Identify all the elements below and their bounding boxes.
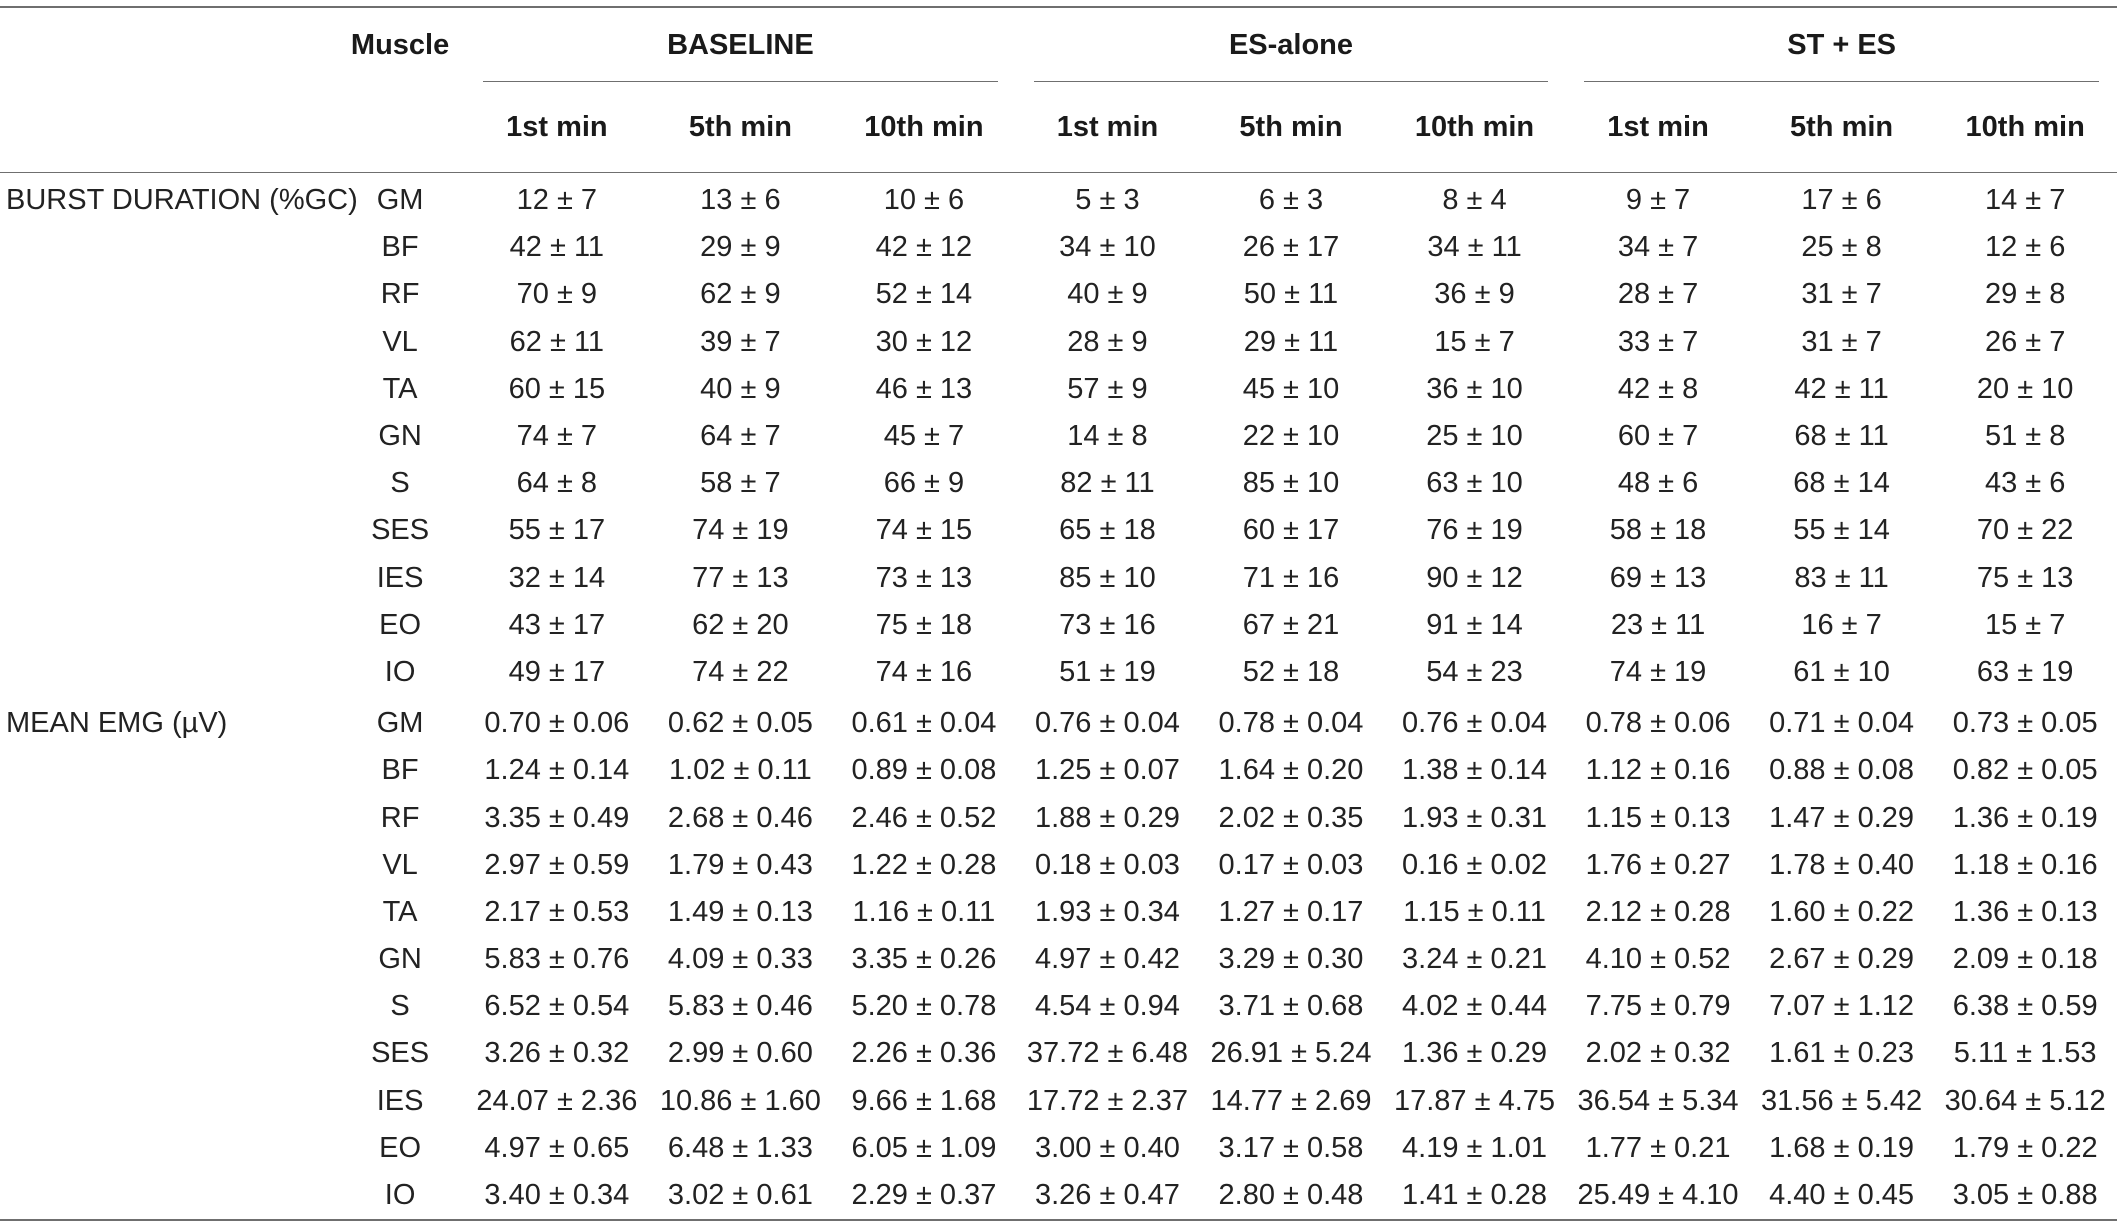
value-cell: 16 ± 7: [1801, 608, 1882, 641]
value-cell: 74 ± 22: [692, 655, 789, 688]
value-cell: 6.48 ± 1.33: [667, 1131, 813, 1164]
value-cell: 66 ± 9: [883, 467, 965, 500]
muscle-cell: EO: [379, 1131, 422, 1164]
value-cell: 1.41 ± 0.28: [1383, 1172, 1567, 1220]
value-cell: 42 ± 11: [1794, 372, 1889, 405]
table-row: [0, 319, 2117, 366]
emg-table: [0, 6, 2117, 1221]
muscle-cell: RF: [380, 278, 420, 311]
value-cell: 40 ± 9: [700, 372, 781, 405]
value-cell: 34 ± 11: [1427, 231, 1522, 264]
muscle-cell: IO: [384, 655, 416, 688]
value-cell: 64 ± 7: [700, 420, 781, 453]
value-cell: 5 ± 3: [1075, 184, 1140, 217]
value-cell: 55 ± 17: [508, 514, 606, 547]
value-cell: 34 ± 10: [1059, 231, 1156, 264]
value-cell: 5.83 ± 0.46: [667, 990, 813, 1023]
value-cell: 2.12 ± 0.28: [1585, 895, 1731, 928]
value-cell: 58 ± 7: [700, 467, 781, 500]
value-cell: 3.71 ± 0.68: [1218, 990, 1364, 1023]
value-cell: 60 ± 17: [1242, 514, 1340, 547]
value-cell: 20 ± 10: [1976, 372, 2074, 405]
value-cell: 70 ± 9: [516, 278, 598, 311]
muscle-cell: IES: [376, 561, 424, 594]
value-cell: 85 ± 10: [1242, 467, 1340, 500]
value-cell: 63 ± 10: [1426, 467, 1523, 500]
value-cell: 31 ± 7: [1801, 278, 1882, 311]
value-cell: 71 ± 16: [1242, 561, 1340, 594]
value-cell: 3.35 ± 0.26: [851, 943, 997, 976]
value-cell: 3.40 ± 0.34: [465, 1172, 649, 1220]
table-row: [0, 224, 2117, 271]
value-cell: 25 ± 8: [1801, 231, 1882, 264]
value-cell: 68 ± 11: [1794, 420, 1889, 453]
header-time: 1st min: [1016, 82, 1200, 173]
muscle-cell: VL: [382, 848, 418, 881]
value-cell: 1.18 ± 0.16: [1952, 848, 2098, 881]
value-cell: 29 ± 11: [1243, 325, 1339, 358]
muscle-cell: S: [390, 467, 410, 500]
value-cell: 0.17 ± 0.03: [1218, 848, 1364, 881]
value-cell: 36.54 ± 5.34: [1577, 1084, 1739, 1117]
value-cell: 52 ± 18: [1242, 655, 1340, 688]
table-row: [0, 413, 2117, 460]
header-group-st-es: ST + ES: [1566, 8, 2117, 82]
section-label-empty: [0, 319, 335, 366]
value-cell: 1.38 ± 0.14: [1402, 754, 1547, 787]
value-cell: 5.11 ± 1.53: [1953, 1037, 2097, 1070]
value-cell: 83 ± 11: [1794, 561, 1889, 594]
value-cell: 51 ± 19: [1059, 655, 1156, 688]
value-cell: 1.25 ± 0.07: [1034, 754, 1180, 787]
section-label-empty: [0, 507, 335, 554]
value-cell: 0.71 ± 0.04: [1769, 707, 1915, 740]
muscle-cell: S: [390, 990, 410, 1023]
value-cell: 55 ± 14: [1793, 514, 1890, 547]
value-cell: 5.20 ± 0.78: [851, 990, 997, 1023]
value-cell: 1.24 ± 0.14: [484, 754, 630, 787]
value-cell: 2.17 ± 0.53: [484, 895, 630, 928]
value-cell: 25.49 ± 4.10: [1566, 1172, 1750, 1220]
value-cell: 42 ± 8: [1617, 372, 1699, 405]
value-cell: 32 ± 14: [508, 561, 606, 594]
value-cell: 1.16 ± 0.11: [852, 895, 996, 928]
value-cell: 0.82 ± 0.05: [1952, 754, 2098, 787]
value-cell: 10 ± 6: [883, 184, 965, 217]
value-cell: 2.02 ± 0.35: [1218, 801, 1364, 834]
value-cell: 60 ± 7: [1617, 420, 1699, 453]
value-cell: 4.02 ± 0.44: [1402, 990, 1547, 1023]
value-cell: 51 ± 8: [1984, 420, 2066, 453]
value-cell: 15 ± 7: [1984, 608, 2066, 641]
value-cell: 1.12 ± 0.16: [1585, 754, 1731, 787]
table-row: [0, 173, 2117, 225]
muscle-cell: RF: [380, 801, 420, 834]
value-cell: 37.72 ± 6.48: [1026, 1037, 1188, 1070]
value-cell: 48 ± 6: [1617, 467, 1699, 500]
value-cell: 15 ± 7: [1434, 325, 1515, 358]
value-cell: 10.86 ± 1.60: [659, 1084, 821, 1117]
value-cell: 39 ± 7: [700, 325, 781, 358]
value-cell: 0.61 ± 0.04: [851, 707, 997, 740]
value-cell: 46 ± 13: [875, 372, 973, 405]
value-cell: 4.40 ± 0.45: [1750, 1172, 1934, 1220]
value-cell: 0.88 ± 0.08: [1769, 754, 1915, 787]
value-cell: 82 ± 11: [1060, 467, 1155, 500]
value-cell: 4.97 ± 0.42: [1034, 943, 1180, 976]
value-cell: 1.02 ± 0.11: [669, 754, 812, 787]
value-cell: 54 ± 23: [1426, 655, 1523, 688]
table-row: [0, 1172, 2117, 1220]
header-row-groups: [0, 8, 2117, 82]
value-cell: 6.05 ± 1.09: [851, 1131, 997, 1164]
section-label-empty: [0, 555, 335, 602]
value-cell: 68 ± 14: [1793, 467, 1890, 500]
value-cell: 6.38 ± 0.59: [1952, 990, 2098, 1023]
value-cell: 0.73 ± 0.05: [1952, 707, 2098, 740]
header-muscle: Muscle: [350, 28, 450, 61]
muscle-cell: GN: [378, 943, 422, 976]
value-cell: 65 ± 18: [1059, 514, 1156, 547]
muscle-cell: TA: [382, 895, 418, 928]
header-time: 5th min: [1199, 82, 1383, 173]
value-cell: 63 ± 19: [1976, 655, 2074, 688]
value-cell: 1.49 ± 0.13: [667, 895, 813, 928]
value-cell: 4.10 ± 0.52: [1585, 943, 1731, 976]
section-label-empty: [0, 413, 335, 460]
value-cell: 30 ± 12: [875, 325, 973, 358]
value-cell: 0.62 ± 0.05: [667, 707, 813, 740]
value-cell: 17.87 ± 4.75: [1393, 1084, 1556, 1117]
value-cell: 91 ± 14: [1426, 608, 1523, 641]
value-cell: 29 ± 9: [700, 231, 781, 264]
section-label-empty: [0, 936, 335, 983]
value-cell: 4.09 ± 0.33: [667, 943, 813, 976]
value-cell: 40 ± 9: [1067, 278, 1148, 311]
header-time: 1st min: [465, 82, 649, 173]
muscle-cell: SES: [371, 1037, 430, 1070]
muscle-cell: BF: [381, 231, 419, 264]
value-cell: 1.76 ± 0.27: [1585, 848, 1731, 881]
section-label-empty: [0, 1078, 335, 1125]
value-cell: 12 ± 7: [516, 184, 598, 217]
value-cell: 1.36 ± 0.13: [1952, 895, 2098, 928]
header-group-es-alone: ES-alone: [1016, 8, 1567, 82]
section-label-empty: [0, 842, 335, 889]
value-cell: 17.72 ± 2.37: [1026, 1084, 1188, 1117]
section-label-empty: [0, 602, 335, 649]
value-cell: 2.68 ± 0.46: [667, 801, 813, 834]
section-label-empty: [0, 983, 335, 1030]
value-cell: 8 ± 4: [1442, 184, 1507, 217]
value-cell: 64 ± 8: [516, 467, 598, 500]
value-cell: 61 ± 10: [1793, 655, 1890, 688]
data-table-container: [0, 6, 2117, 1221]
value-cell: 50 ± 11: [1243, 278, 1339, 311]
muscle-cell: EO: [379, 608, 422, 641]
value-cell: 42 ± 11: [509, 231, 605, 264]
table-row: [0, 889, 2117, 936]
value-cell: 49 ± 17: [508, 655, 606, 688]
section-label-empty: [0, 747, 335, 794]
value-cell: 75 ± 13: [1976, 561, 2074, 594]
table-header: [0, 7, 2117, 173]
value-cell: 2.29 ± 0.37: [832, 1172, 1016, 1220]
value-cell: 14 ± 7: [1984, 184, 2066, 217]
value-cell: 43 ± 17: [508, 608, 606, 641]
table-body: [0, 173, 2117, 1221]
value-cell: 1.36 ± 0.19: [1952, 801, 2098, 834]
value-cell: 2.99 ± 0.60: [667, 1037, 813, 1070]
value-cell: 1.60 ± 0.22: [1769, 895, 1915, 928]
value-cell: 45 ± 7: [883, 420, 965, 453]
table-row: [0, 842, 2117, 889]
value-cell: 57 ± 9: [1067, 372, 1148, 405]
table-row: [0, 649, 2117, 696]
value-cell: 2.80 ± 0.48: [1199, 1172, 1383, 1220]
value-cell: 36 ± 9: [1434, 278, 1515, 311]
value-cell: 6 ± 3: [1258, 184, 1324, 217]
header-empty: [0, 8, 335, 82]
value-cell: 26 ± 17: [1242, 231, 1340, 264]
muscle-cell: SES: [371, 514, 430, 547]
table-row: [0, 507, 2117, 554]
value-cell: 31.56 ± 5.42: [1761, 1084, 1923, 1117]
value-cell: 1.93 ± 0.31: [1402, 801, 1547, 834]
value-cell: 12 ± 6: [1984, 231, 2066, 264]
value-cell: 2.02 ± 0.32: [1585, 1037, 1731, 1070]
value-cell: 0.89 ± 0.08: [851, 754, 997, 787]
value-cell: 1.68 ± 0.19: [1769, 1131, 1915, 1164]
value-cell: 1.36 ± 0.29: [1402, 1037, 1547, 1070]
section-label-empty: [0, 1125, 335, 1172]
value-cell: 4.54 ± 0.94: [1034, 990, 1180, 1023]
value-cell: 73 ± 13: [875, 561, 973, 594]
table-row: [0, 747, 2117, 794]
value-cell: 76 ± 19: [1426, 514, 1523, 547]
value-cell: 4.19 ± 1.01: [1402, 1131, 1547, 1164]
value-cell: 5.83 ± 0.76: [484, 943, 630, 976]
value-cell: 0.16 ± 0.02: [1402, 848, 1547, 881]
value-cell: 62 ± 9: [700, 278, 781, 311]
value-cell: 1.47 ± 0.29: [1769, 801, 1915, 834]
section-label-empty: [0, 1172, 335, 1220]
muscle-cell: VL: [382, 325, 418, 358]
header-group-baseline: BASELINE: [465, 8, 1016, 82]
value-cell: 26.91 ± 5.24: [1210, 1037, 1372, 1070]
section-label: MEAN EMG (µV): [6, 707, 228, 740]
section-label-empty: [0, 366, 335, 413]
value-cell: 2.97 ± 0.59: [484, 848, 630, 881]
value-cell: 62 ± 11: [509, 325, 605, 358]
value-cell: 26 ± 7: [1984, 325, 2066, 358]
section-label-empty: [0, 460, 335, 507]
value-cell: 28 ± 7: [1617, 278, 1699, 311]
section-label-empty: [0, 224, 335, 271]
value-cell: 1.78 ± 0.40: [1769, 848, 1915, 881]
muscle-cell: GM: [376, 707, 424, 740]
value-cell: 13 ± 6: [700, 184, 781, 217]
table-row: [0, 460, 2117, 507]
value-cell: 69 ± 13: [1609, 561, 1707, 594]
muscle-cell: GN: [378, 420, 422, 453]
value-cell: 3.29 ± 0.30: [1218, 943, 1364, 976]
value-cell: 58 ± 18: [1609, 514, 1707, 547]
section-label-empty: [0, 1030, 335, 1077]
section-label-empty: [0, 649, 335, 696]
value-cell: 74 ± 19: [1609, 655, 1707, 688]
table-row: [0, 366, 2117, 413]
header-time: 1st min: [1566, 82, 1750, 173]
value-cell: 0.70 ± 0.06: [484, 707, 630, 740]
value-cell: 2.46 ± 0.52: [851, 801, 997, 834]
value-cell: 74 ± 15: [875, 514, 973, 547]
value-cell: 0.18 ± 0.03: [1034, 848, 1180, 881]
value-cell: 17 ± 6: [1801, 184, 1882, 217]
value-cell: 74 ± 16: [875, 655, 973, 688]
value-cell: 85 ± 10: [1059, 561, 1156, 594]
header-time: 5th min: [1750, 82, 1934, 173]
value-cell: 1.22 ± 0.28: [851, 848, 997, 881]
value-cell: 23 ± 11: [1610, 608, 1706, 641]
value-cell: 70 ± 22: [1976, 514, 2074, 547]
table-row: [0, 1078, 2117, 1125]
value-cell: 74 ± 19: [692, 514, 789, 547]
muscle-cell: IES: [376, 1084, 424, 1117]
value-cell: 24.07 ± 2.36: [476, 1084, 638, 1117]
value-cell: 42 ± 12: [875, 231, 973, 264]
value-cell: 14 ± 8: [1067, 420, 1148, 453]
table-row: [0, 1030, 2117, 1077]
value-cell: 2.67 ± 0.29: [1769, 943, 1915, 976]
value-cell: 52 ± 14: [875, 278, 973, 311]
value-cell: 2.26 ± 0.36: [851, 1037, 997, 1070]
value-cell: 3.05 ± 0.88: [1933, 1172, 2117, 1220]
muscle-cell: GM: [376, 184, 424, 217]
value-cell: 1.88 ± 0.29: [1034, 801, 1180, 834]
table-row: [0, 1125, 2117, 1172]
value-cell: 33 ± 7: [1617, 325, 1699, 358]
value-cell: 3.00 ± 0.40: [1034, 1131, 1180, 1164]
value-cell: 0.78 ± 0.06: [1585, 707, 1731, 740]
value-cell: 3.35 ± 0.49: [484, 801, 630, 834]
value-cell: 3.02 ± 0.61: [649, 1172, 833, 1220]
value-cell: 34 ± 7: [1617, 231, 1699, 264]
section-label-empty: [0, 794, 335, 841]
table-row: [0, 271, 2117, 318]
value-cell: 77 ± 13: [692, 561, 789, 594]
value-cell: 7.75 ± 0.79: [1585, 990, 1731, 1023]
value-cell: 1.93 ± 0.34: [1034, 895, 1180, 928]
header-time: 10th min: [1383, 82, 1567, 173]
value-cell: 73 ± 16: [1059, 608, 1156, 641]
header-time: 10th min: [832, 82, 1016, 173]
value-cell: 3.24 ± 0.21: [1402, 943, 1547, 976]
value-cell: 1.79 ± 0.22: [1952, 1131, 2098, 1164]
table-row: [0, 555, 2117, 602]
value-cell: 74 ± 7: [516, 420, 598, 453]
section-label-empty: [0, 889, 335, 936]
value-cell: 9.66 ± 1.68: [851, 1084, 997, 1117]
value-cell: 1.15 ± 0.13: [1585, 801, 1731, 834]
value-cell: 67 ± 21: [1242, 608, 1340, 641]
value-cell: 31 ± 7: [1801, 325, 1882, 358]
value-cell: 14.77 ± 2.69: [1210, 1084, 1372, 1117]
value-cell: 28 ± 9: [1067, 325, 1148, 358]
value-cell: 75 ± 18: [875, 608, 973, 641]
value-cell: 2.09 ± 0.18: [1952, 943, 2098, 976]
header-row-times: [0, 82, 2117, 173]
value-cell: 45 ± 10: [1242, 372, 1340, 405]
value-cell: 9 ± 7: [1625, 184, 1691, 217]
value-cell: 0.76 ± 0.04: [1402, 707, 1547, 740]
value-cell: 0.76 ± 0.04: [1034, 707, 1180, 740]
table-row: [0, 983, 2117, 1030]
value-cell: 36 ± 10: [1426, 372, 1523, 405]
table-row: [0, 602, 2117, 649]
value-cell: 1.64 ± 0.20: [1218, 754, 1364, 787]
value-cell: 25 ± 10: [1426, 420, 1523, 453]
value-cell: 90 ± 12: [1426, 561, 1523, 594]
value-cell: 1.79 ± 0.43: [667, 848, 813, 881]
value-cell: 6.52 ± 0.54: [484, 990, 630, 1023]
value-cell: 3.26 ± 0.47: [1016, 1172, 1200, 1220]
muscle-cell: BF: [381, 754, 419, 787]
value-cell: 43 ± 6: [1984, 467, 2066, 500]
value-cell: 1.61 ± 0.23: [1769, 1037, 1915, 1070]
table-row: [0, 696, 2117, 747]
value-cell: 30.64 ± 5.12: [1944, 1084, 2106, 1117]
value-cell: 62 ± 20: [692, 608, 789, 641]
value-cell: 7.07 ± 1.12: [1769, 990, 1915, 1023]
section-label-empty: [0, 271, 335, 318]
value-cell: 3.17 ± 0.58: [1218, 1131, 1364, 1164]
value-cell: 4.97 ± 0.65: [484, 1131, 630, 1164]
value-cell: 22 ± 10: [1242, 420, 1340, 453]
value-cell: 0.78 ± 0.04: [1218, 707, 1364, 740]
header-time: 10th min: [1933, 82, 2117, 173]
value-cell: 29 ± 8: [1984, 278, 2066, 311]
value-cell: 1.15 ± 0.11: [1403, 895, 1546, 928]
table-row: [0, 794, 2117, 841]
value-cell: 1.27 ± 0.17: [1218, 895, 1364, 928]
header-time: 5th min: [649, 82, 833, 173]
value-cell: 60 ± 15: [508, 372, 606, 405]
value-cell: 3.26 ± 0.32: [484, 1037, 630, 1070]
muscle-cell: IO: [335, 1172, 465, 1220]
table-row: [0, 936, 2117, 983]
muscle-cell: TA: [382, 372, 418, 405]
value-cell: 1.77 ± 0.21: [1585, 1131, 1731, 1164]
section-label: BURST DURATION (%GC): [6, 184, 358, 217]
